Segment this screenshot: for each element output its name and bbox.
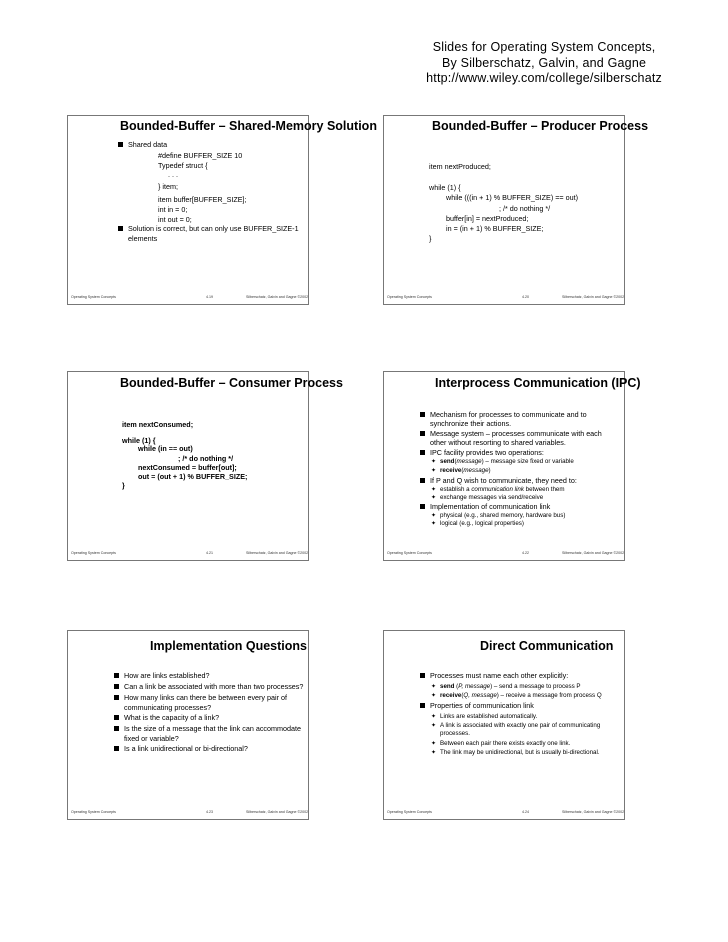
slide-ipc — [383, 371, 641, 561]
footer-left: Operating System Concepts — [71, 551, 116, 555]
code-line: item nextProduced; — [429, 162, 491, 171]
slide-consumer — [67, 371, 343, 561]
bullet: Shared data — [118, 140, 167, 150]
bullet: Is the size of a message that the link can accommodate — [114, 724, 301, 734]
square-bullet-icon — [118, 226, 123, 231]
slide-implementation-questions — [67, 630, 309, 820]
square-bullet-icon — [118, 142, 123, 147]
bullet: How are links established? — [114, 671, 210, 681]
bullet: Can a link be associated with more than two processes? — [114, 682, 303, 692]
star-bullet-icon: ✦ — [431, 495, 437, 501]
footer-page: 4.21 — [206, 551, 213, 555]
star-bullet-icon: ✦ — [431, 521, 437, 527]
footer-page: 4.22 — [522, 551, 529, 555]
header-line-1: Slides for Operating System Concepts, — [432, 40, 656, 54]
star-bullet-icon: ✦ — [431, 750, 437, 756]
sub-bullet: ✦ Between each pair there exists exactly one link. — [431, 740, 571, 747]
footer-left: Operating System Concepts — [387, 295, 432, 299]
bullet: How many links can there be between every pair of — [114, 693, 287, 703]
square-bullet-icon — [420, 673, 425, 678]
bullet: Is a link unidirectional or bi-directional? — [114, 744, 248, 754]
sub-bullet: ✦ Links are established automatically. — [431, 713, 538, 720]
sub-bullet: ✦ logical (e.g., logical properties) — [431, 520, 524, 527]
square-bullet-icon — [114, 746, 119, 751]
sub-bullet: ✦ send (P, message) – send a message to process P — [431, 683, 581, 690]
footer-right: Silberschatz, Galvin and Gagne ©2002 — [246, 295, 309, 299]
slide-direct-communication — [383, 630, 625, 820]
bullet-continuation: synchronize their actions. — [430, 419, 512, 428]
sub-bullet: ✦ physical (e.g., shared memory, hardware bus) — [431, 512, 566, 519]
footer-right: Silberschatz, Galvin and Gagne ©2002 — [246, 551, 309, 555]
bullet: Solution is correct, but can only use BUFFER_SIZE-1 — [118, 224, 299, 234]
footer-right: Silberschatz, Galvin and Gagne ©2002 — [562, 810, 625, 814]
slide-title: Bounded-Buffer – Shared-Memory Solution — [120, 119, 377, 133]
square-bullet-icon — [114, 695, 119, 700]
code-line: nextConsumed = buffer[out]; — [138, 463, 237, 472]
square-bullet-icon — [420, 450, 425, 455]
slide-title: Direct Communication — [480, 639, 614, 653]
code-line: #define BUFFER_SIZE 10 — [158, 151, 243, 160]
sub-bullet: ✦ exchange messages via send/receive — [431, 494, 544, 501]
star-bullet-icon: ✦ — [431, 487, 437, 493]
star-bullet-icon: ✦ — [431, 459, 437, 465]
sub-bullet: ✦ receive(message) — [431, 467, 491, 474]
code-line: buffer[in] = nextProduced; — [446, 214, 529, 223]
footer-page: 4.23 — [206, 810, 213, 814]
sub-bullet: ✦ A link is associated with exactly one pair of communicating — [431, 722, 601, 729]
code-line: int out = 0; — [158, 215, 192, 224]
sub-bullet: ✦ send(message) – message size fixed or variable — [431, 458, 574, 465]
square-bullet-icon — [420, 703, 425, 708]
bullet: If P and Q wish to communicate, they need to: — [420, 476, 577, 486]
star-bullet-icon: ✦ — [431, 684, 437, 690]
slide-title: Interprocess Communication (IPC) — [435, 376, 641, 390]
square-bullet-icon — [114, 673, 119, 678]
code-line: while (1) { — [122, 436, 156, 445]
square-bullet-icon — [420, 412, 425, 417]
code-line: in = (in + 1) % BUFFER_SIZE; — [446, 224, 544, 233]
footer-left: Operating System Concepts — [71, 295, 116, 299]
sub-bullet: ✦ receive(Q, message) – receive a message from process Q — [431, 692, 602, 699]
bullet-continuation: other without resorting to shared variables. — [430, 438, 566, 447]
bullet: Properties of communication link — [420, 701, 534, 711]
slide-title: Bounded-Buffer – Consumer Process — [120, 376, 343, 390]
bullet: IPC facility provides two operations: — [420, 448, 544, 458]
slide-title: Implementation Questions — [150, 639, 307, 653]
bullet: Mechanism for processes to communicate and to — [420, 410, 587, 420]
code-line: ; /* do nothing */ — [178, 454, 234, 463]
bullet: Implementation of communication link — [420, 502, 550, 512]
footer-page: 4.19 — [206, 295, 213, 299]
sub-bullet: ✦ establish a communication link between them — [431, 486, 565, 493]
footer-left: Operating System Concepts — [387, 551, 432, 555]
code-line: Typedef struct { — [158, 161, 208, 170]
header-line-2: By Silberschatz, Galvin, and Gagne — [442, 55, 647, 70]
footer-left: Operating System Concepts — [387, 810, 432, 814]
code-line: } item; — [158, 182, 178, 191]
star-bullet-icon: ✦ — [431, 714, 437, 720]
slide-shared-memory — [67, 115, 377, 305]
square-bullet-icon — [114, 684, 119, 689]
document-header — [426, 40, 662, 87]
footer-right: Silberschatz, Galvin and Gagne ©2002 — [246, 810, 309, 814]
bullet: Processes must name each other explicitly: — [420, 671, 568, 681]
square-bullet-icon — [420, 504, 425, 509]
code-line: } — [122, 481, 125, 490]
sub-bullet: ✦ The link may be unidirectional, but is usually bi-directional. — [431, 749, 600, 756]
bullet-continuation: elements — [128, 234, 158, 243]
star-bullet-icon: ✦ — [431, 741, 437, 747]
bullet: What is the capacity of a link? — [114, 713, 219, 723]
square-bullet-icon — [114, 715, 119, 720]
code-line: ; /* do nothing */ — [499, 204, 551, 213]
square-bullet-icon — [420, 478, 425, 483]
square-bullet-icon — [114, 726, 119, 731]
bullet: Message system – processes communicate with each — [420, 429, 602, 439]
star-bullet-icon: ✦ — [431, 513, 437, 519]
footer-page: 4.20 — [522, 295, 529, 299]
slide-title: Bounded-Buffer – Producer Process — [432, 119, 649, 133]
footer-left: Operating System Concepts — [71, 810, 116, 814]
code-line: item buffer[BUFFER_SIZE]; — [158, 195, 247, 204]
footer-right: Silberschatz, Galvin and Gagne ©2002 — [562, 295, 625, 299]
star-bullet-icon: ✦ — [431, 723, 437, 729]
code-line: int in = 0; — [158, 205, 188, 214]
bullet-continuation: communicating processes? — [124, 703, 212, 712]
slide-producer — [383, 115, 649, 305]
star-bullet-icon: ✦ — [431, 468, 437, 474]
code-line: item nextConsumed; — [122, 420, 194, 429]
bullet-continuation: fixed or variable? — [124, 734, 179, 743]
code-line: while (in == out) — [138, 444, 193, 453]
code-line: . . . — [168, 170, 178, 179]
code-line: } — [429, 234, 432, 243]
square-bullet-icon — [420, 431, 425, 436]
code-line: while (((in + 1) % BUFFER_SIZE) == out) — [446, 193, 579, 202]
header-line-3: http://www.wiley.com/college/silberschatz — [426, 71, 662, 85]
sub-bullet-continuation: processes. — [440, 730, 470, 737]
code-line: while (1) { — [429, 183, 461, 192]
footer-right: Silberschatz, Galvin and Gagne ©2002 — [562, 551, 625, 555]
star-bullet-icon: ✦ — [431, 693, 437, 699]
footer-page: 4.24 — [522, 810, 529, 814]
code-line: out = (out + 1) % BUFFER_SIZE; — [138, 472, 248, 481]
